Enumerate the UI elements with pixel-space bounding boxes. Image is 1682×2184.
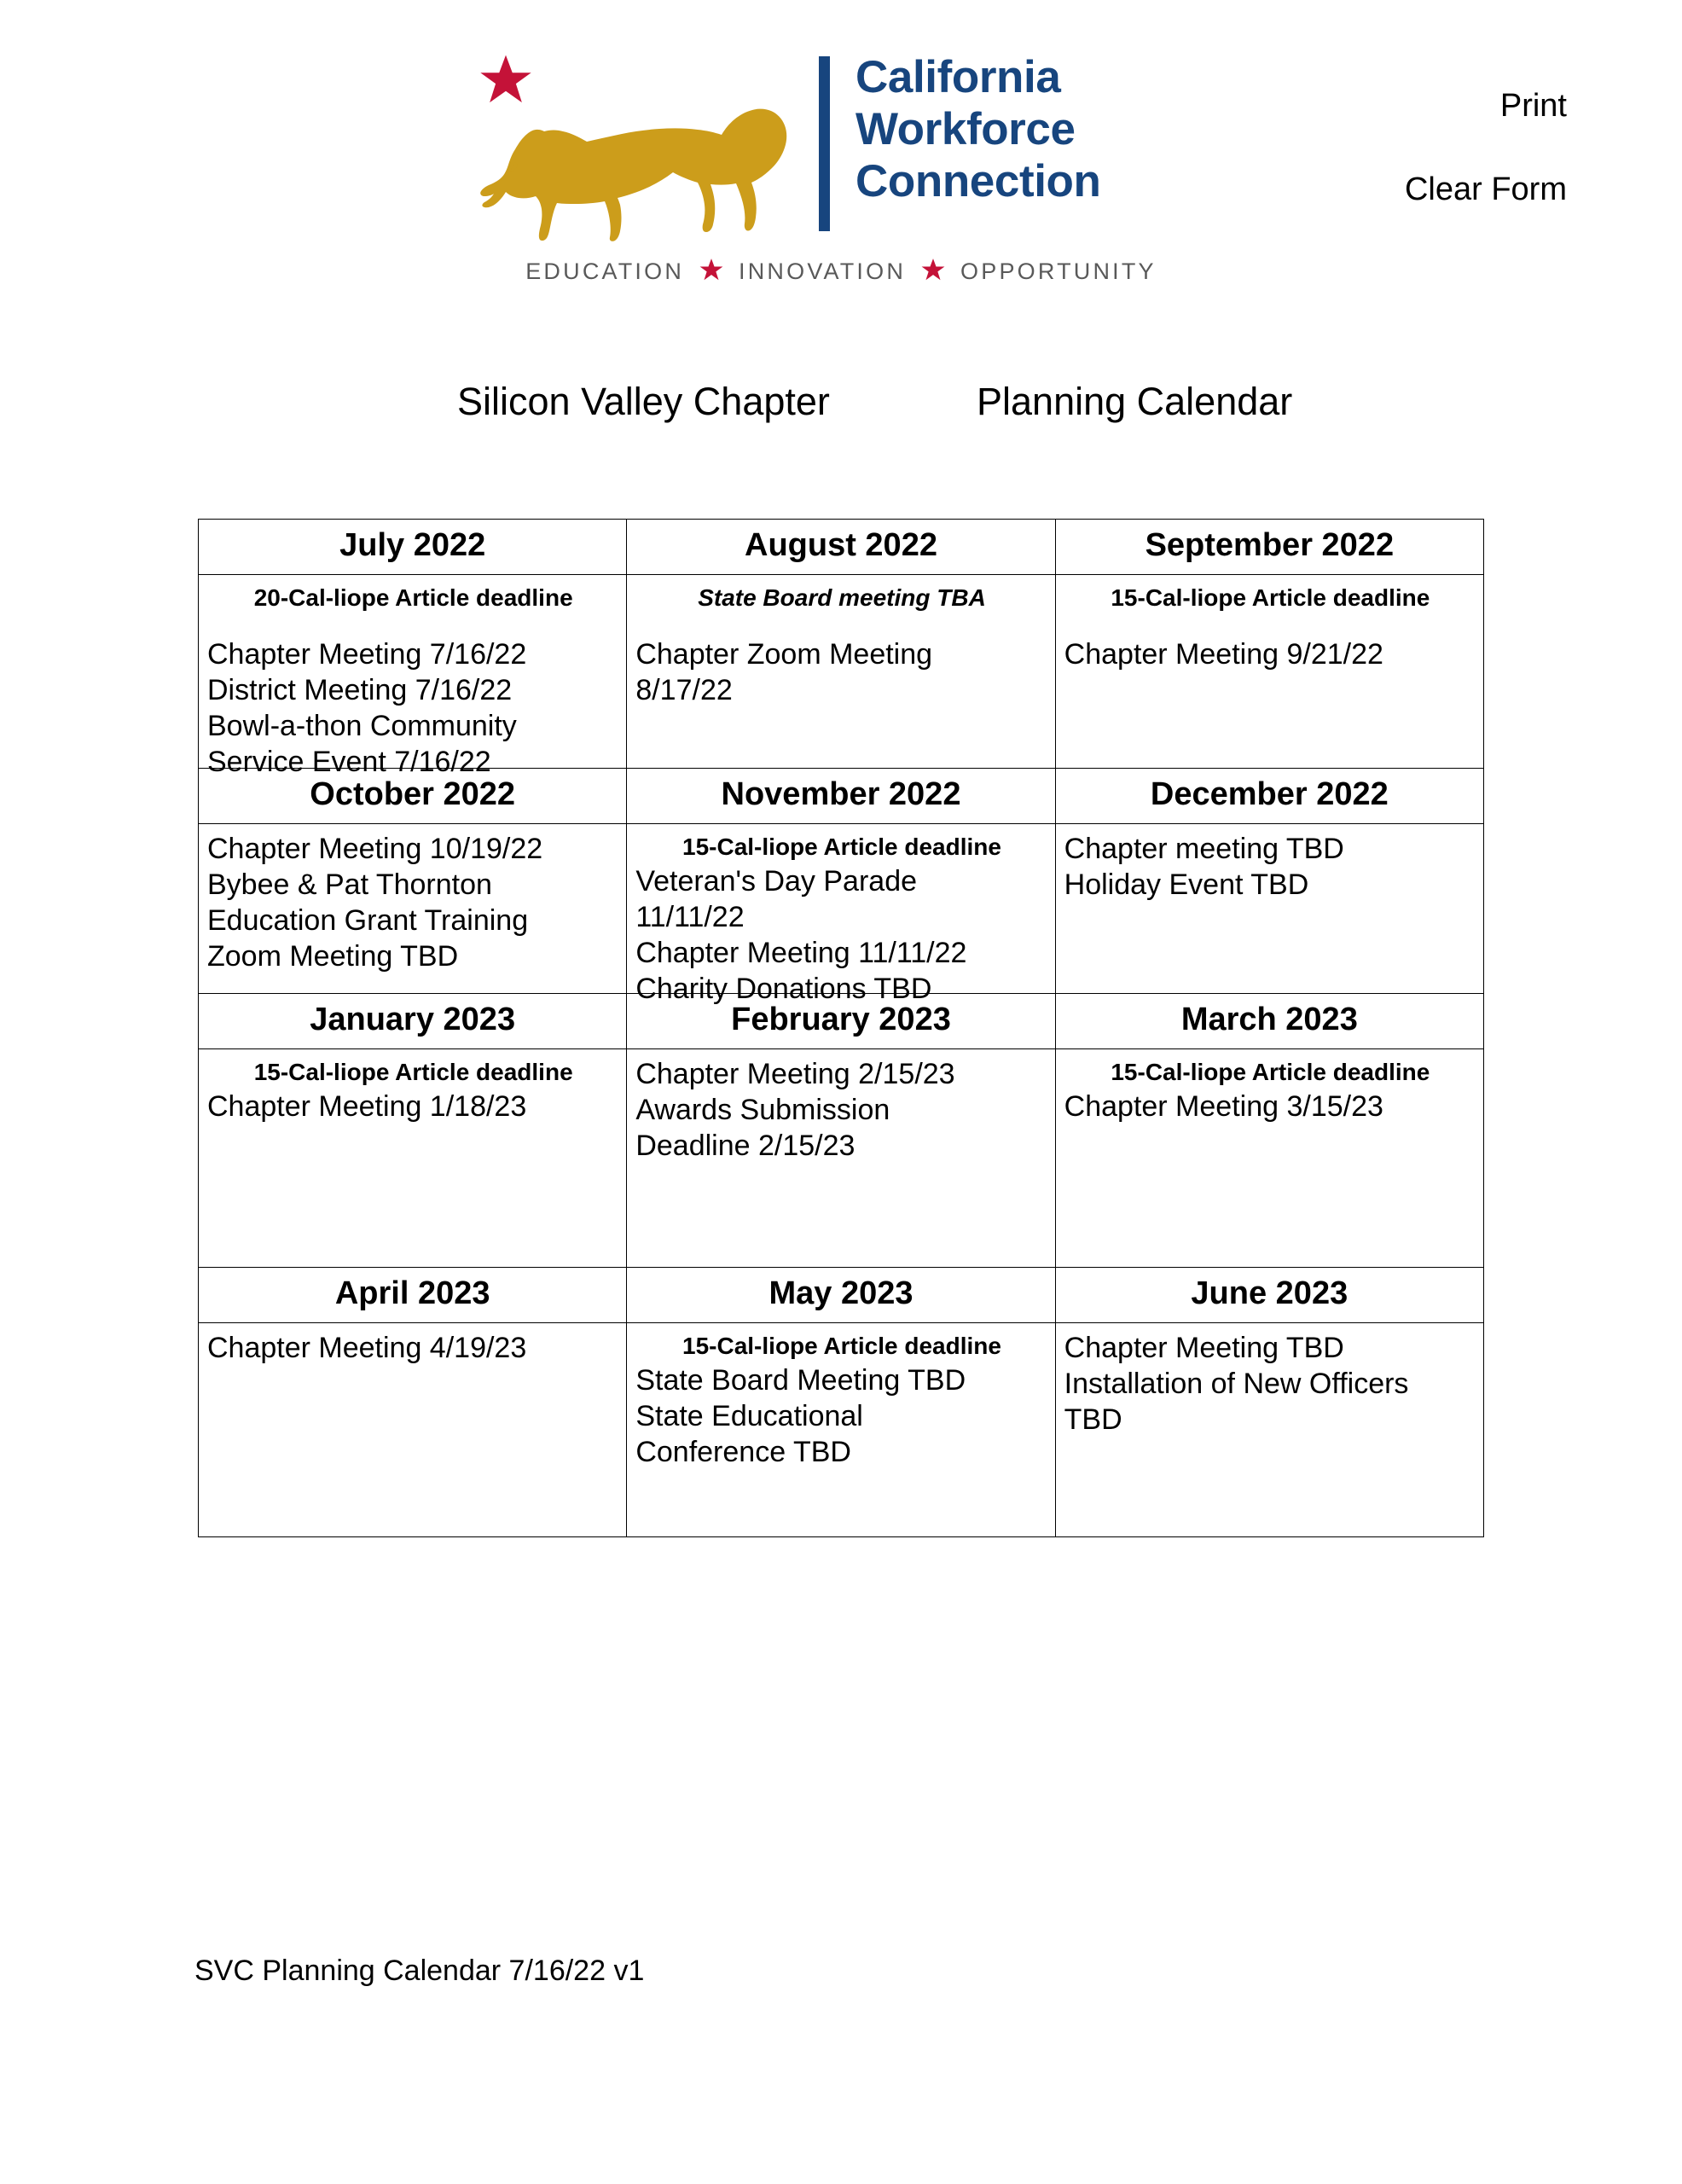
event-line: Chapter Meeting 1/18/23 (207, 1090, 527, 1123)
month-body-cell[interactable] (1055, 824, 1483, 994)
month-header-row (199, 520, 1484, 575)
tagline-star-icon-2 (921, 258, 945, 286)
month-header-cell: April 2023 (199, 1268, 627, 1323)
deadline-note: State Board meeting TBA (698, 584, 986, 611)
event-line: Conference TBD (635, 1436, 851, 1468)
spacer (1064, 614, 1476, 636)
logo-wordmark (856, 51, 1100, 207)
event-line: Awards Submission (635, 1094, 890, 1126)
event-line: Installation of New Officers (1064, 1368, 1409, 1400)
month-body-cell[interactable] (1055, 575, 1483, 769)
deadline-note: 15-Cal-liope Article deadline (682, 1333, 1001, 1359)
month-header-cell: December 2022 (1055, 769, 1483, 824)
page-header (0, 0, 1682, 341)
deadline-note: 15-Cal-liope Article deadline (1111, 584, 1430, 611)
month-body-cell[interactable] (627, 1049, 1055, 1268)
month-header-cell: October 2022 (199, 769, 627, 824)
logo-line-2: Workforce (856, 104, 1076, 154)
month-header-row (199, 994, 1484, 1049)
tagline-word-opportunity: OPPORTUNITY (960, 258, 1157, 284)
month-body-cell[interactable] (1055, 1323, 1483, 1537)
tagline-word-education: EDUCATION (525, 258, 685, 284)
planning-calendar-table (198, 519, 1484, 1537)
month-header-cell: November 2022 (627, 769, 1055, 824)
month-events-container (1056, 1323, 1483, 1536)
logo-line-1: California (856, 52, 1061, 102)
month-body-cell[interactable] (627, 1323, 1055, 1537)
month-events-container (627, 1049, 1054, 1267)
month-header-cell: May 2023 (627, 1268, 1055, 1323)
event-line: State Board Meeting TBD (635, 1364, 966, 1397)
deadline-note: 20-Cal-liope Article deadline (253, 584, 573, 611)
event-line: Chapter Meeting 4/19/23 (207, 1332, 527, 1364)
month-header-cell: June 2023 (1055, 1268, 1483, 1323)
spacer (635, 614, 1047, 636)
month-body-cell[interactable] (199, 1049, 627, 1268)
event-line: Bybee & Pat Thornton (207, 868, 492, 901)
event-line: Chapter Meeting 2/15/23 (635, 1058, 955, 1090)
event-line: 11/11/22 (635, 901, 745, 933)
month-events-container (199, 1049, 626, 1267)
month-events-container (199, 1323, 626, 1536)
month-events-container (1056, 1049, 1483, 1267)
event-line: Deadline 2/15/23 (635, 1130, 856, 1162)
month-header-cell: February 2023 (627, 994, 1055, 1049)
month-events-container (1056, 575, 1483, 768)
month-header-cell: August 2022 (627, 520, 1055, 575)
month-events-container (1056, 824, 1483, 993)
event-line: Chapter Meeting 11/11/22 (635, 937, 967, 969)
event-line: Bowl-a-thon Community (207, 710, 517, 742)
month-events-container (627, 824, 1054, 1005)
event-line: TBD (1064, 1403, 1122, 1436)
month-events-container (199, 575, 626, 778)
month-header-row (199, 1268, 1484, 1323)
month-body-cell[interactable] (199, 575, 627, 778)
event-line: 8/17/22 (635, 674, 733, 706)
bear-logo-mark (461, 51, 819, 247)
spacer (207, 614, 619, 636)
event-line: Chapter meeting TBD (1064, 833, 1344, 865)
month-body-cell[interactable] (199, 824, 627, 994)
month-body-row (199, 1323, 1484, 1537)
month-header-row (199, 769, 1484, 824)
event-line: Charity Donations TBD (635, 973, 932, 1005)
logo-line-3: Connection (856, 156, 1101, 206)
print-button[interactable]: Print (1405, 85, 1567, 126)
month-body-row (199, 824, 1484, 994)
month-events-container (627, 1323, 1054, 1536)
event-line: Chapter Meeting 9/21/22 (1064, 638, 1383, 671)
event-line: Service Event 7/16/22 (207, 746, 491, 778)
document-footer: SVC Planning Calendar 7/16/22 v1 (194, 1955, 645, 1987)
month-body-row (199, 1049, 1484, 1268)
event-line: State Educational (635, 1400, 863, 1432)
event-line: Zoom Meeting TBD (207, 940, 459, 973)
event-line: Chapter Meeting 10/19/22 (207, 833, 543, 865)
deadline-note: 15-Cal-liope Article deadline (1111, 1059, 1430, 1085)
page-title: Planning Calendar (977, 380, 1293, 423)
month-header-cell: September 2022 (1055, 520, 1483, 575)
month-body-cell[interactable] (199, 1323, 627, 1537)
month-header-cell: March 2023 (1055, 994, 1483, 1049)
event-line: Holiday Event TBD (1064, 868, 1309, 901)
event-line: District Meeting 7/16/22 (207, 674, 513, 706)
form-action-buttons (1405, 85, 1567, 253)
document-subtitle-row (0, 377, 1682, 437)
month-body-row (199, 575, 1484, 769)
month-header-cell: January 2023 (199, 994, 627, 1049)
chapter-name: Silicon Valley Chapter (457, 380, 830, 423)
event-line: Chapter Zoom Meeting (635, 638, 933, 671)
event-line: Chapter Meeting 3/15/23 (1064, 1090, 1383, 1123)
logo-divider-bar (819, 56, 830, 231)
deadline-note: 15-Cal-liope Article deadline (682, 834, 1001, 860)
tagline-star-icon-1 (699, 258, 723, 286)
tagline-word-innovation: INNOVATION (739, 258, 907, 284)
month-body-cell[interactable] (627, 824, 1055, 1005)
clear-form-button[interactable]: Clear Form (1405, 169, 1567, 210)
month-header-cell: July 2022 (199, 520, 627, 575)
event-line: Chapter Meeting 7/16/22 (207, 638, 527, 671)
event-line: Education Grant Training (207, 904, 529, 937)
logo-tagline (474, 258, 1208, 286)
month-events-container (199, 824, 626, 993)
deadline-note: 15-Cal-liope Article deadline (253, 1059, 573, 1085)
organization-logo (461, 51, 1211, 286)
month-body-cell[interactable] (627, 575, 1055, 769)
event-line: Veteran's Day Parade (635, 865, 918, 897)
event-line: Chapter Meeting TBD (1064, 1332, 1344, 1364)
month-body-cell[interactable] (1055, 1049, 1483, 1268)
california-bear-icon (478, 84, 810, 241)
month-events-container (627, 575, 1054, 768)
